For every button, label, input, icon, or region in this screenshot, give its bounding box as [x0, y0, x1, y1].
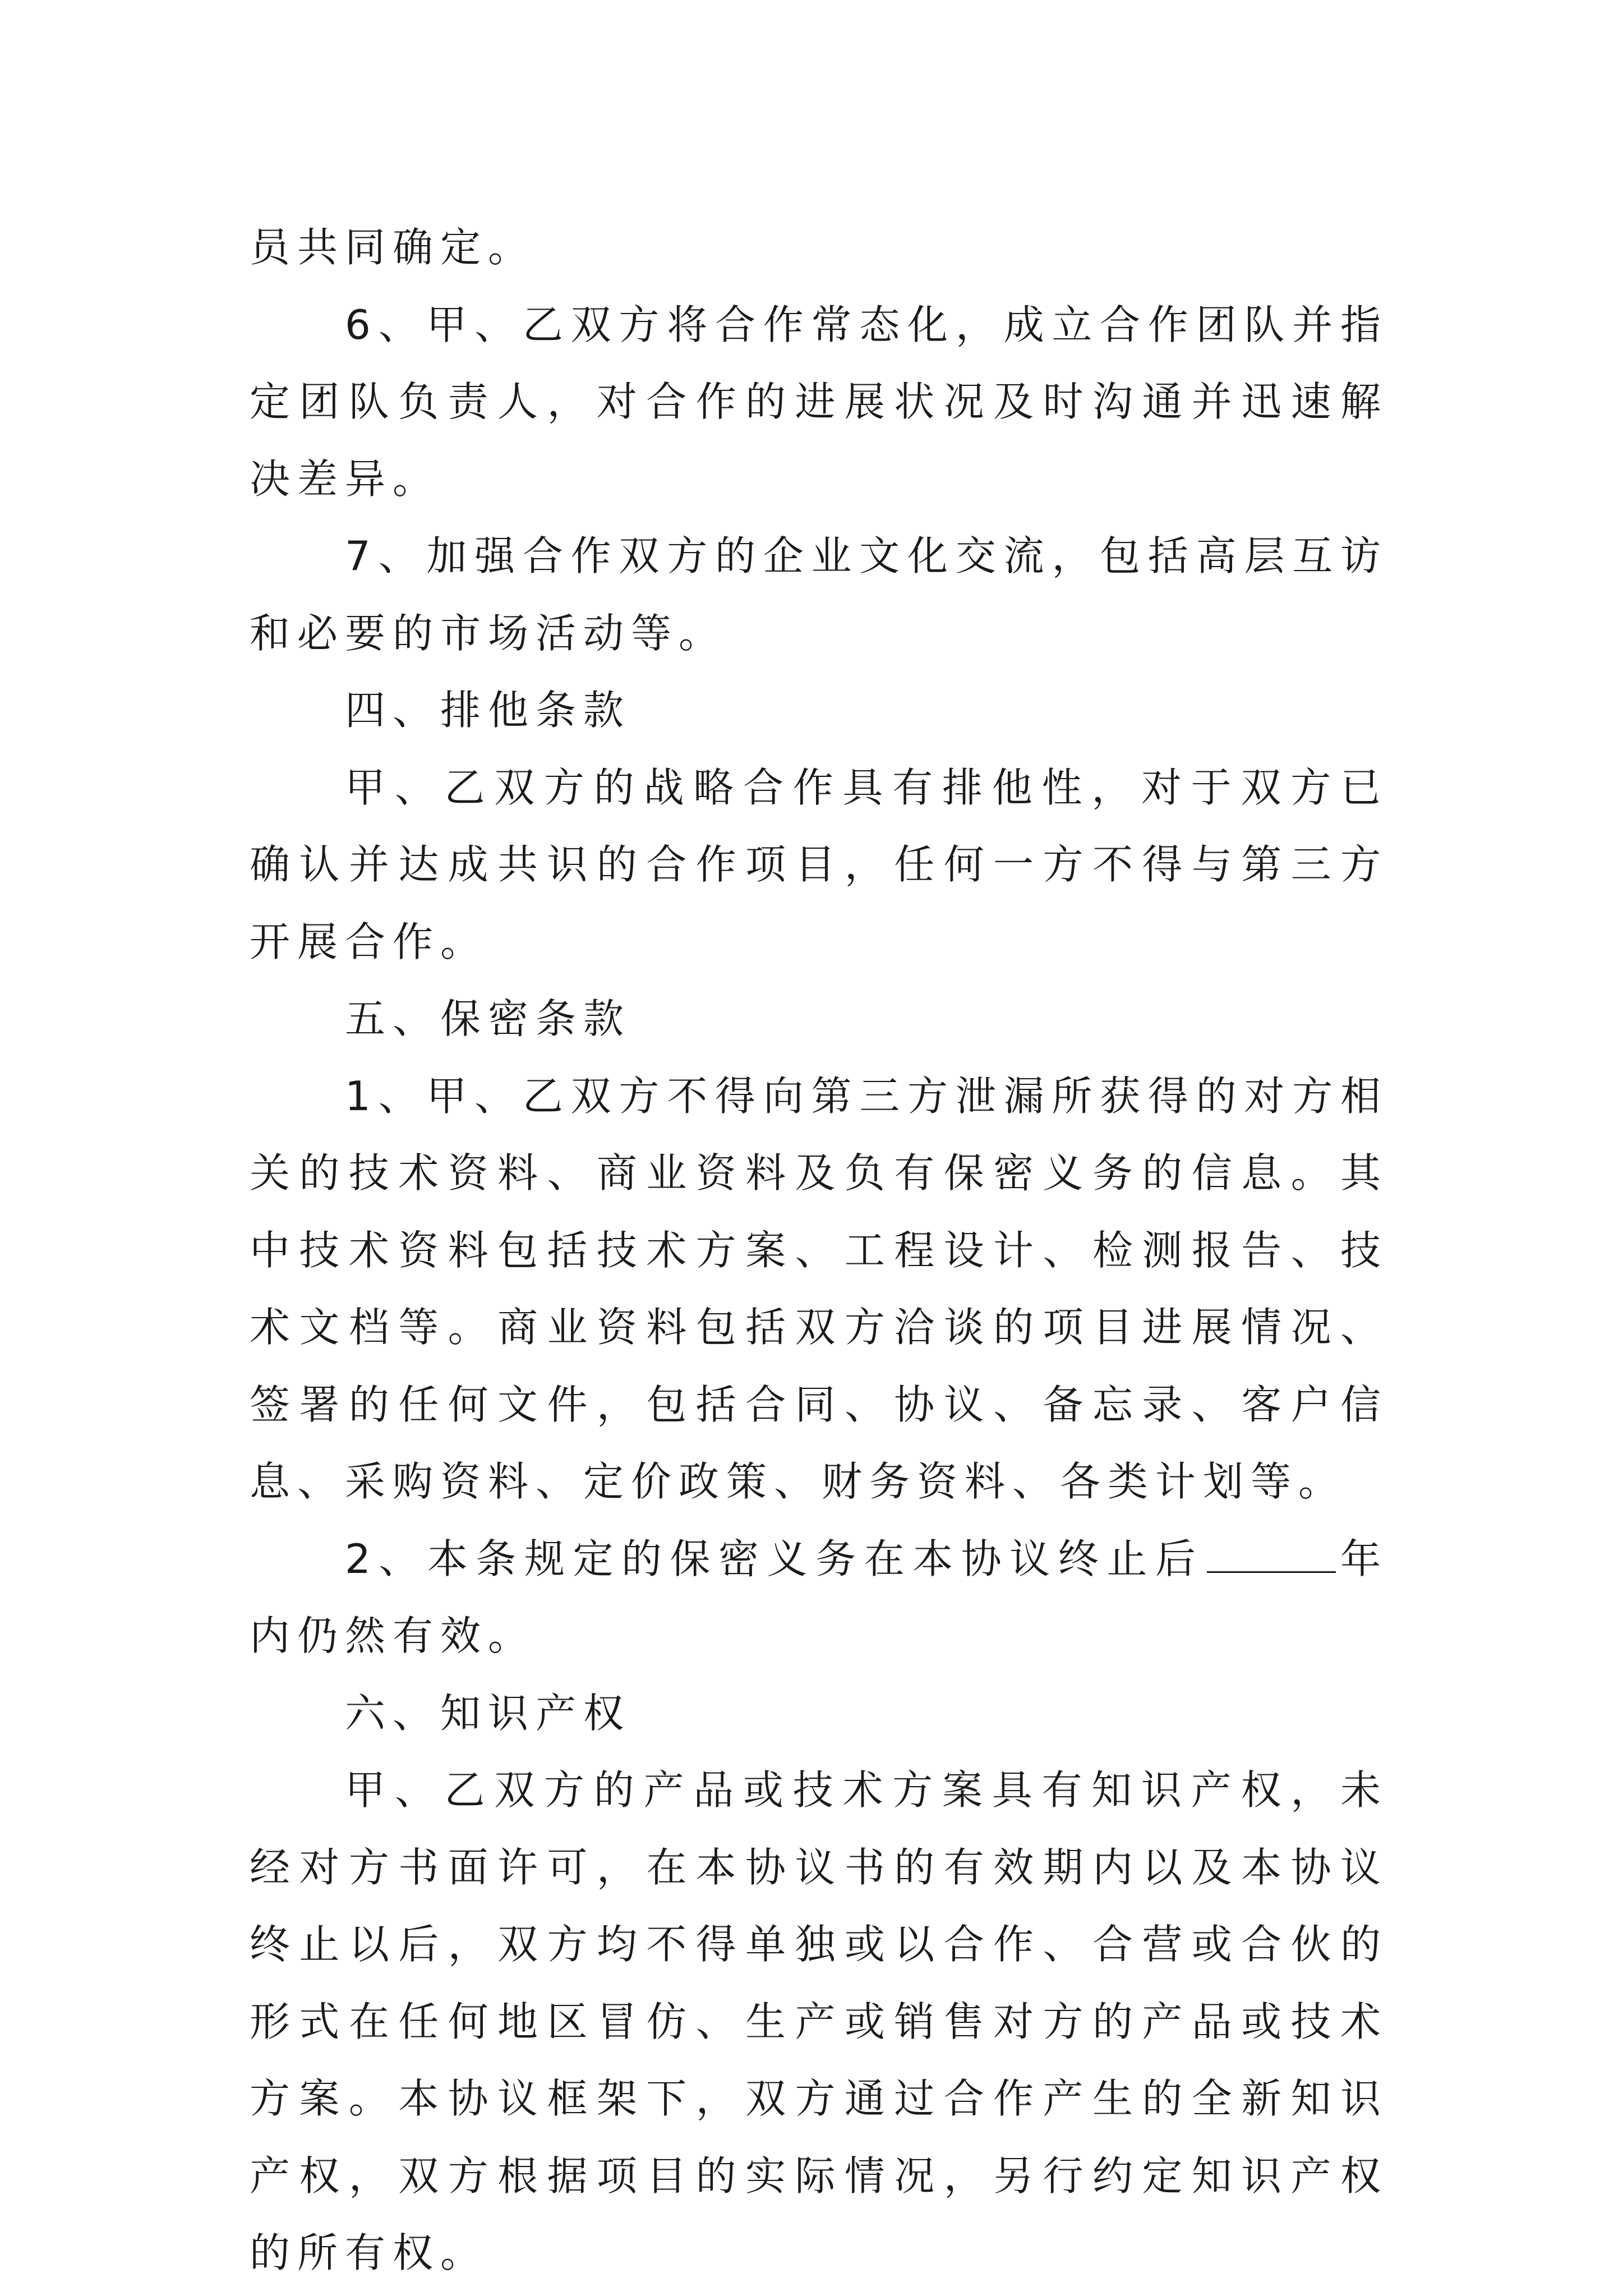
section-6-body: 甲、乙双方的产品或技术方案具有知识产权，未经对方书面许可，在本协议书的有效期内以及本协议终止以后，双方均不得单独或以合作、合营或合伙的形式在任何地区冒仿、生产或销售对方的产品或技术方案。本协议框架下，双方通过合作产生的全新知识产权，双方根据项目的实际情况，另行约定知识产权的所有权。 [250, 1766, 1388, 2276]
section-4-body: 甲、乙双方的战略合作具有排他性，对于双方已确认并达成共识的合作项目，任何一方不得与第三方开展合作。 [250, 763, 1388, 965]
item-7-paragraph: 7、加强合作双方的企业文化交流，包括高层互访和必要的市场活动等。 [250, 532, 1388, 657]
document-body [250, 209, 1388, 2292]
section-5-heading: 五、保密条款 [345, 995, 631, 1042]
section-5-item-1: 1、甲、乙双方不得向第三方泄漏所获得的对方相关的技术资料、商业资料及负有保密义务的信息。其中技术资料包括技术方案、工程设计、检测报告、技术文档等。商业资料包括双方洽谈的项目进展情况、签署的任何文件，包括合同、协议、备忘录、客户信息、采购资料、定价政策、财务资料、各类计划等。 [250, 1072, 1388, 1505]
section-5-item-2 [250, 1521, 1388, 1675]
item-6-paragraph: 6、甲、乙双方将合作常态化，成立合作团队并指定团队负责人，对合作的进展状况及时沟通并迅速解决差异。 [250, 301, 1388, 503]
section-4-heading: 四、排他条款 [345, 687, 631, 734]
continuation-paragraph: 员共同确定。 [250, 224, 536, 271]
section-6-heading: 六、知识产权 [345, 1689, 631, 1737]
item-2-text-after: 年内仍然有效。 [250, 1535, 1388, 1659]
fill-in-blank-years[interactable] [1207, 1538, 1336, 1573]
item-2-text-before: 2、本条规定的保密义务在本协议终止后 [345, 1535, 1204, 1582]
